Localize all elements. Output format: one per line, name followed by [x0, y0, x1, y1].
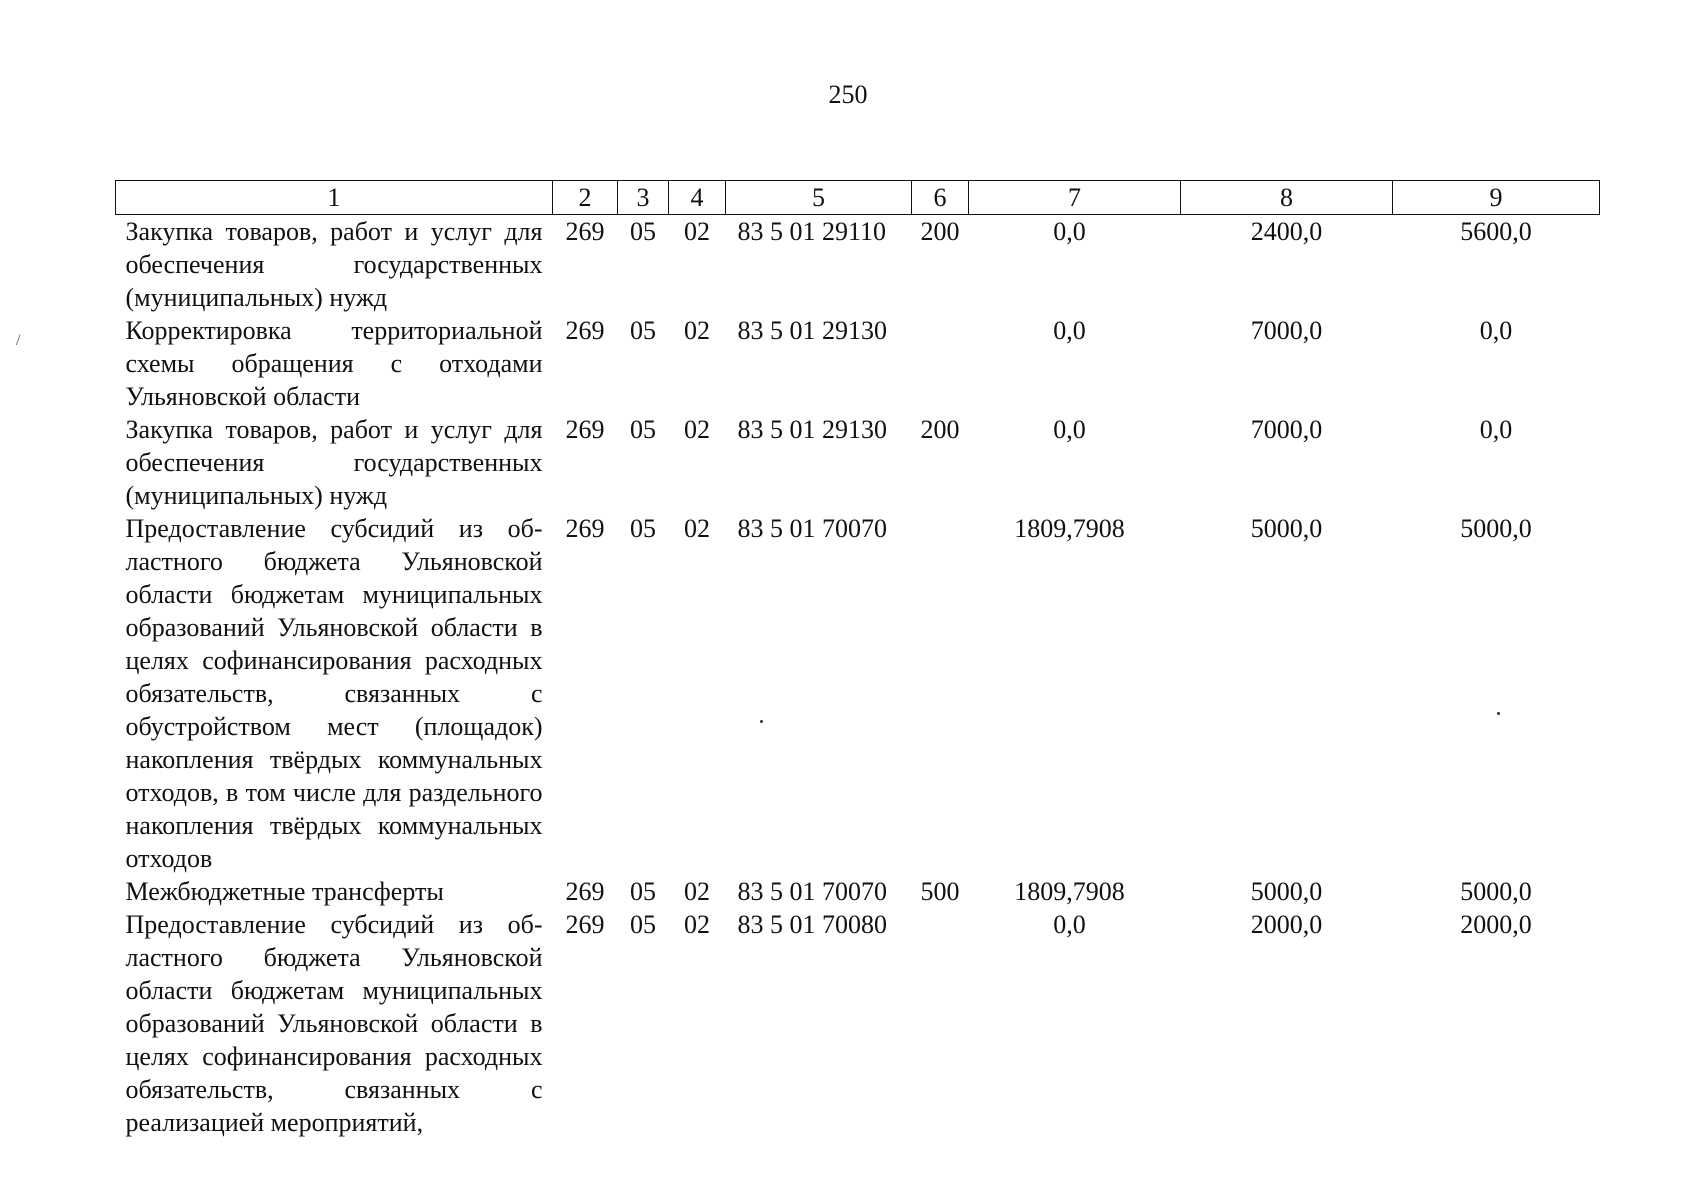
section-code: 05 — [630, 316, 656, 345]
table-body — [116, 215, 1600, 1140]
column-header-5: 5 — [726, 181, 912, 215]
section-code: 05 — [630, 514, 656, 543]
amount-col-8: 2000,0 — [1250, 910, 1323, 939]
row-name: Предоставление субсидий из областного бюджета Ульяновской области бюджетам муниципальных образований Ульяновской области в целях софинансирования расходных обязательств, связанных с обустройством мест (площадок) накопления твёрдых коммунальных отходов, в том числе для раздельного накопления твёрдых коммунальных отходов — [125, 514, 543, 873]
amount-col-7: 0,0 — [1053, 910, 1086, 939]
page-number: 250 — [828, 80, 868, 109]
stray-mark: / — [16, 332, 21, 349]
amount-col-7: 0,0 — [1053, 217, 1086, 246]
expense-type-code — [912, 314, 969, 413]
ministry-code: 269 — [565, 910, 605, 939]
section-code: 05 — [630, 910, 656, 939]
amount-col-9: 0,0 — [1479, 415, 1513, 444]
table-row — [116, 314, 1600, 413]
amount-col-9: 5000,0 — [1460, 877, 1532, 906]
subsection-code: 02 — [684, 910, 710, 939]
column-header-2: 2 — [553, 181, 618, 215]
amount-col-9: 0,0 — [1479, 316, 1513, 345]
row-name: Закупка товаров, работ и услуг для обеспечения государственных (муниципальных) нужд — [125, 217, 543, 312]
ministry-code: 269 — [565, 415, 605, 444]
expense-type-code: 500 — [920, 877, 960, 906]
expense-type-code: 200 — [920, 217, 960, 246]
amount-col-7: 0,0 — [1053, 415, 1086, 444]
ministry-code: 269 — [565, 217, 605, 246]
table-header — [116, 181, 1600, 215]
subsection-code: 02 — [684, 514, 710, 543]
column-header-6: 6 — [912, 181, 969, 215]
subsection-code: 02 — [684, 316, 710, 345]
amount-col-8: 7000,0 — [1250, 316, 1323, 345]
table-row — [116, 413, 1600, 512]
column-header-7: 7 — [969, 181, 1181, 215]
header-row — [116, 181, 1600, 215]
target-item-code: 83 5 01 70070 — [737, 514, 887, 543]
ministry-code: 269 — [565, 877, 605, 906]
row-name: Предоставление субсидий из областного бюджета Ульяновской области бюджетам муниципальных образований Ульяновской области в целях софинансирования расходных обязательств, связанных с реализацией мероприятий, — [125, 910, 543, 1137]
column-header-1: 1 — [116, 181, 553, 215]
column-header-4: 4 — [669, 181, 726, 215]
section-code: 05 — [630, 877, 656, 906]
subsection-code: 02 — [684, 415, 710, 444]
column-header-9: 9 — [1393, 181, 1600, 215]
expense-type-code — [912, 512, 969, 875]
row-name: Корректировка территориальной схемы обращения с отходами Ульяновской области — [125, 316, 543, 411]
target-item-code: 83 5 01 70070 — [737, 877, 887, 906]
section-code: 05 — [630, 217, 656, 246]
row-name: Закупка товаров, работ и услуг для обеспечения государственных (муниципальных) нужд — [125, 415, 543, 510]
amount-col-8: 2400,0 — [1250, 217, 1323, 246]
ministry-code: 269 — [565, 514, 605, 543]
row-name: Межбюджетные трансферты — [125, 877, 444, 906]
expense-type-code — [912, 908, 969, 1139]
ministry-code: 269 — [565, 316, 605, 345]
amount-col-9: 5600,0 — [1460, 217, 1532, 246]
amount-col-7: 0,0 — [1053, 316, 1086, 345]
table-row — [116, 512, 1600, 875]
amount-col-8: 5000,0 — [1250, 877, 1323, 906]
column-header-3: 3 — [618, 181, 669, 215]
table-row — [116, 215, 1600, 315]
amount-col-8: 5000,0 — [1250, 514, 1323, 543]
amount-col-8: 7000,0 — [1250, 415, 1323, 444]
amount-col-7: 1809,7908 — [1014, 877, 1125, 906]
amount-col-9: 2000,0 — [1460, 910, 1532, 939]
amount-col-9: 5000,0 — [1460, 514, 1532, 543]
table-row — [116, 875, 1600, 908]
target-item-code: 83 5 01 29130 — [737, 316, 887, 345]
budget-table — [115, 180, 1600, 1139]
subsection-code: 02 — [684, 217, 710, 246]
section-code: 05 — [630, 415, 656, 444]
target-item-code: 83 5 01 70080 — [737, 910, 887, 939]
target-item-code: 83 5 01 29130 — [737, 415, 887, 444]
amount-col-7: 1809,7908 — [1014, 514, 1125, 543]
target-item-code: 83 5 01 29110 — [737, 217, 887, 246]
subsection-code: 02 — [684, 877, 710, 906]
column-header-8: 8 — [1181, 181, 1393, 215]
table-row — [116, 908, 1600, 1139]
expense-type-code: 200 — [920, 415, 960, 444]
